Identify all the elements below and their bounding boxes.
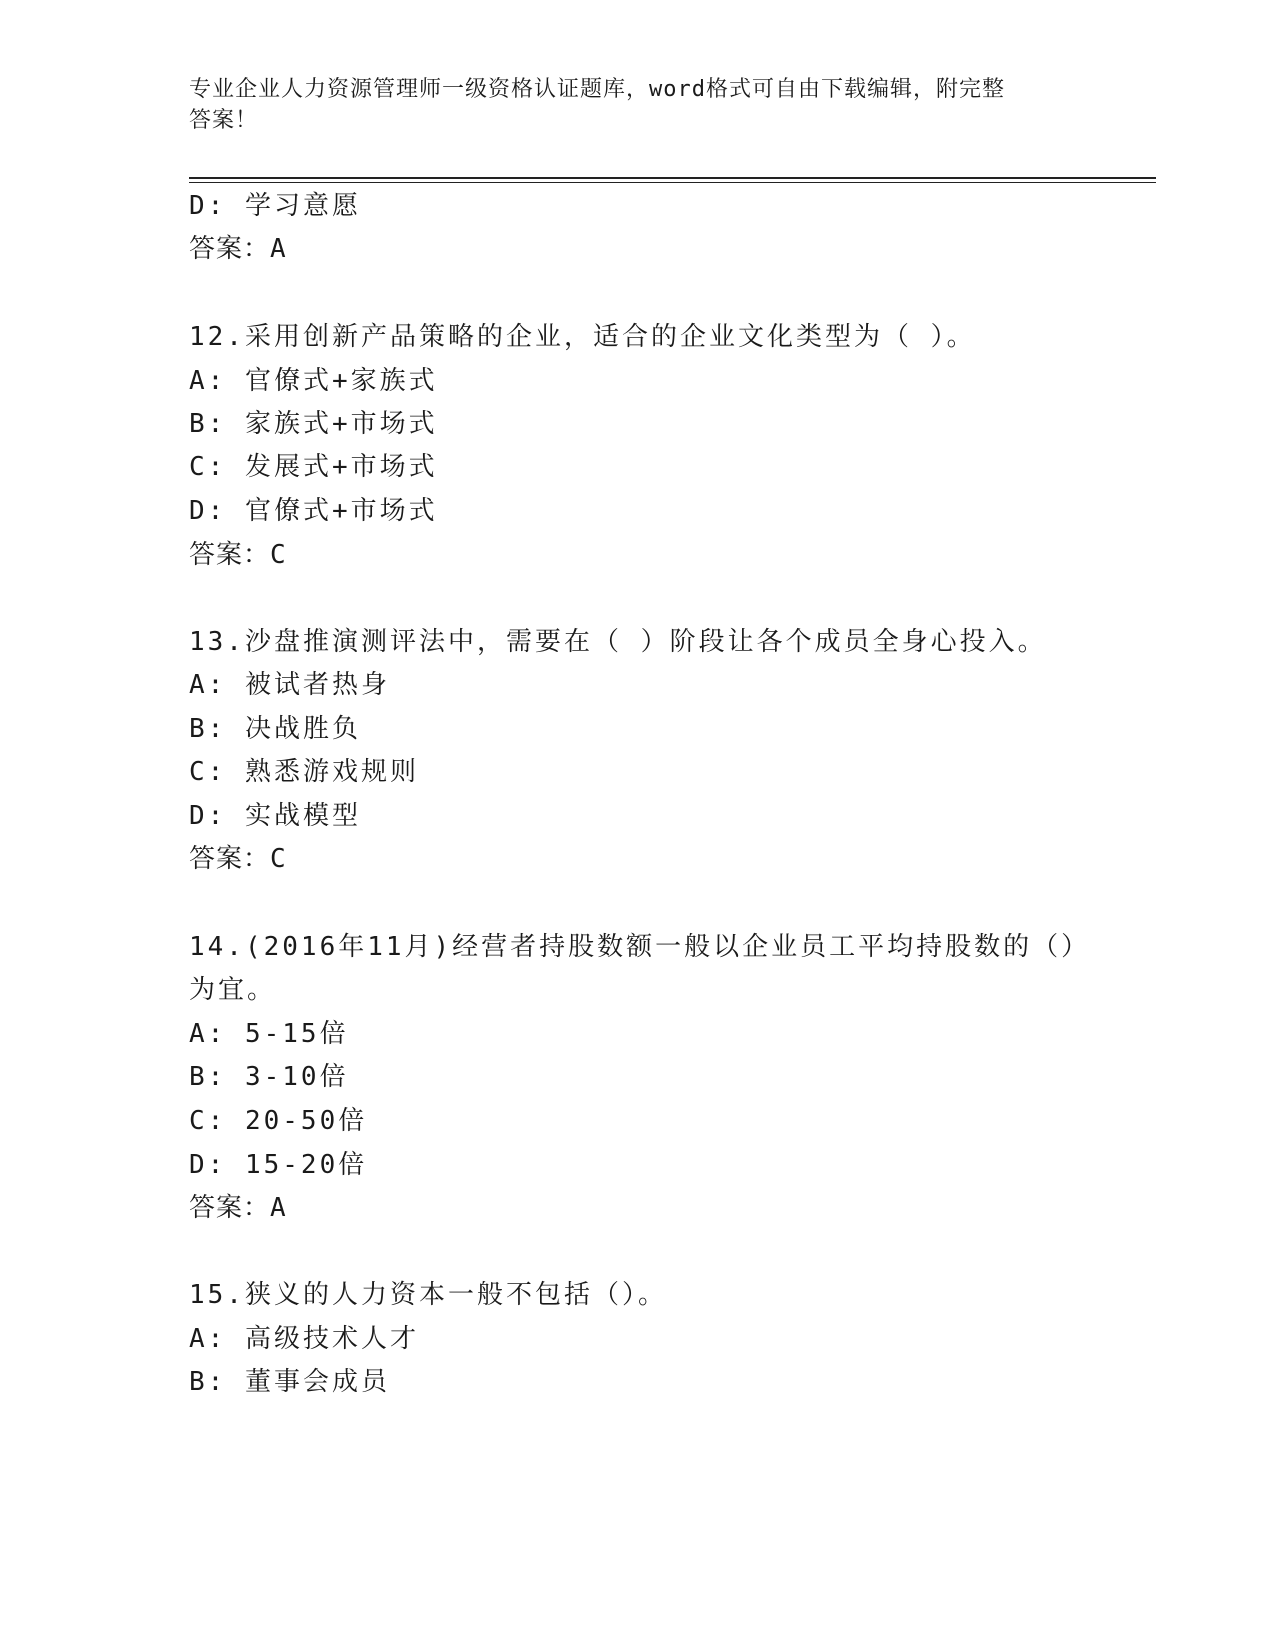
question-14-option-b: B: 3-10倍: [189, 1062, 349, 1092]
question-14-option-a: A: 5-15倍: [189, 1019, 349, 1049]
page-header: [189, 74, 1089, 136]
header-divider: [189, 177, 1156, 183]
question-14-option-d: D: 15-20倍: [189, 1150, 368, 1180]
answer-label: 答案：: [189, 234, 271, 264]
answer-line: [189, 232, 287, 266]
question-13-option-d: D: 实战模型: [189, 801, 361, 831]
question-14-option-c: C: 20-50倍: [189, 1106, 368, 1136]
answer-label: 答案：: [189, 844, 271, 874]
answer-value: C: [270, 540, 287, 570]
question-12-option-a: A: 官僚式+家族式: [189, 366, 438, 396]
question-13-option-b: B: 决战胜负: [189, 714, 361, 744]
question-15-option-b: B: 董事会成员: [189, 1367, 390, 1397]
question-13-answer: [189, 842, 287, 876]
answer-value: A: [270, 1193, 287, 1223]
question-12-option-b: B: 家族式+市场式: [189, 409, 438, 439]
question-14-answer: [189, 1191, 287, 1225]
question-12-option-d: D: 官僚式+市场式: [189, 496, 438, 526]
header-line-1: 专业企业人力资源管理师一级资格认证题库，word格式可自由下载编辑，附完整: [189, 77, 1005, 102]
header-line-2: 答案！: [189, 108, 259, 133]
question-15-text: 15.狭义的人力资本一般不包括（）。: [189, 1280, 667, 1310]
option-d: D: 学习意愿: [189, 191, 361, 221]
answer-label: 答案：: [189, 540, 271, 570]
question-15-option-a: A: 高级技术人才: [189, 1324, 419, 1354]
question-14-text-line-1: 14.(2016年11月)经营者持股数额一般以企业员工平均持股数的（）: [189, 932, 1091, 962]
question-13-text: 13.沙盘推演测评法中，需要在（ ）阶段让各个成员全身心投入。: [189, 627, 1047, 657]
answer-value: C: [270, 844, 287, 874]
question-12-text: 12.采用创新产品策略的企业，适合的企业文化类型为（ ）。: [189, 322, 976, 352]
question-13-option-c: C: 熟悉游戏规则: [189, 757, 419, 787]
question-12-option-c: C: 发展式+市场式: [189, 452, 438, 482]
question-12-answer: [189, 538, 287, 572]
question-14-text-line-2: 为宜。: [189, 975, 277, 1005]
question-13-option-a: A: 被试者热身: [189, 670, 390, 700]
answer-label: 答案：: [189, 1193, 271, 1223]
answer-value: A: [270, 234, 287, 264]
